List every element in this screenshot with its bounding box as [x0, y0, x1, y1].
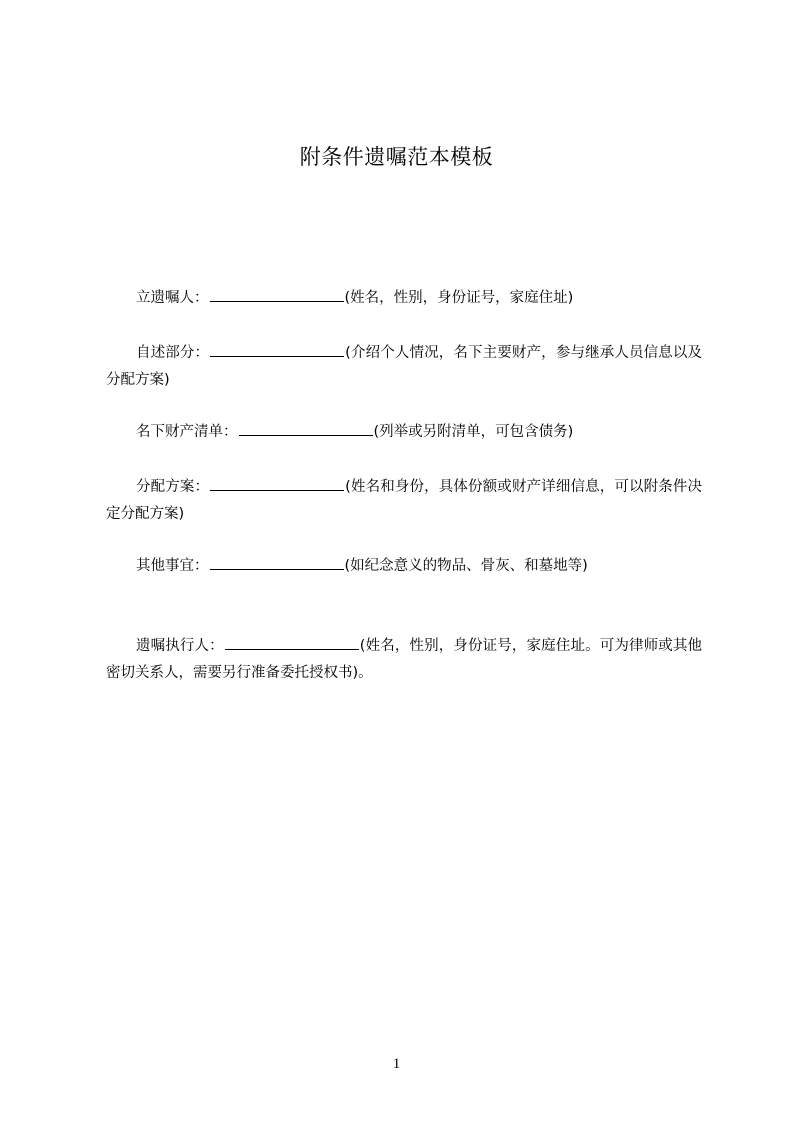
- section-label: 名下财产清单：: [136, 424, 238, 440]
- fill-in-blank[interactable]: [210, 555, 344, 570]
- fill-in-blank[interactable]: [239, 421, 373, 436]
- page-number: 1: [392, 1056, 401, 1072]
- section-hint: (如纪念意义的物品、骨灰、和墓地等): [344, 558, 588, 574]
- section-self-statement: [106, 340, 702, 394]
- section-testator: [106, 285, 702, 312]
- fill-in-blank[interactable]: [225, 635, 359, 650]
- section-hint: (列举或另附清单，可包含债务): [373, 424, 574, 440]
- section-hint: (姓名和身份，具体份额或财产详细信息，可以附条件决定分配方案): [106, 479, 703, 522]
- section-hint: (姓名，性别，身份证号，家庭住址): [344, 290, 574, 306]
- section-executor: [106, 633, 702, 687]
- section-label: 其他事宜：: [136, 558, 209, 574]
- section-label: 立遗嘱人：: [136, 290, 209, 306]
- section-other-matters: [106, 553, 702, 580]
- section-label: 遗嘱执行人：: [136, 638, 224, 654]
- section-distribution-plan: [106, 474, 702, 528]
- fill-in-blank[interactable]: [210, 476, 344, 491]
- fill-in-blank[interactable]: [210, 287, 344, 302]
- section-hint: (介绍个人情况，名下主要财产，参与继承人员信息以及分配方案): [106, 345, 703, 388]
- section-property-list: [106, 419, 702, 446]
- section-hint: (姓名，性别，身份证号，家庭住址。可为律师或其他密切关系人，需要另行准备委托授权书)。: [106, 638, 703, 681]
- document-title: 附条件遗嘱范本模板: [299, 145, 494, 169]
- fill-in-blank[interactable]: [210, 342, 344, 357]
- section-label: 自述部分：: [136, 345, 210, 361]
- section-label: 分配方案：: [136, 479, 210, 495]
